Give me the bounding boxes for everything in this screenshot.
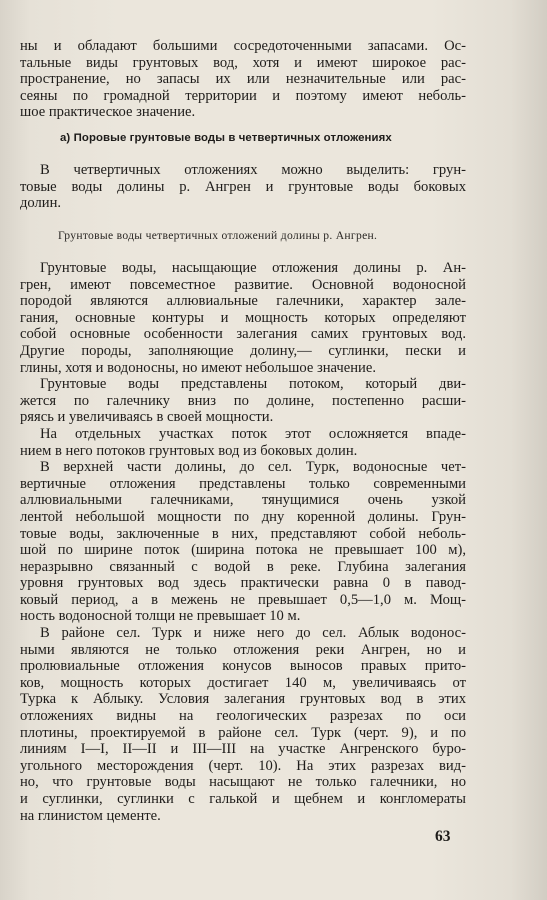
subsection-heading: Грунтовые воды четвертичных отложений долины р. Ангрен.: [58, 229, 378, 242]
section-intro-paragraph: [20, 162, 466, 212]
text-line: В верхней части долины, до сел. Турк, водоносные чет-: [40, 459, 466, 476]
text-line: долин.: [20, 195, 62, 212]
text-line: Другие породы, заполняющие долину,— суглинки, пески и: [20, 342, 466, 359]
text-line: грен, имеют повсеместное развитие. Основной водоносной: [20, 276, 466, 293]
text-line: линиям I—I, II—II и III—III на участке Ангренского буро-: [20, 741, 466, 758]
text-line: товые воды долины р. Ангрен и грунтовые воды боковых: [20, 178, 466, 195]
text-line: ряясь и увеличиваясь в своей мощности.: [20, 409, 274, 426]
text-line: на глинистом цементе.: [20, 807, 161, 824]
text-line: На отдельных участках поток этот осложняется впаде-: [40, 425, 466, 442]
text-line: шое практическое значение.: [20, 104, 196, 121]
text-line: тальные виды грунтовых вод, хотя и имеют широкое рас-: [20, 54, 466, 71]
text-line: отложениях видны на геологических разрезах по оси: [20, 708, 466, 725]
text-line: В четвертичных отложениях можно выделить: грун-: [40, 162, 466, 178]
text-line: ными являются не только отложения реки Ангрен, но и: [20, 641, 466, 658]
text-line: вертичные отложения представлены только современными: [20, 475, 466, 492]
body-text: [20, 260, 466, 824]
text-line: ков, мощность которых достигает 140 м, увеличиваясь от: [20, 674, 466, 691]
text-line: породой являются аллювиальные галечники, характер зале-: [20, 293, 466, 310]
text-line: Грунтовые воды представлены потоком, который дви-: [40, 376, 466, 393]
text-line: и суглинки, суглинки с галькой и щебнем и конгломераты: [20, 791, 466, 807]
text-line: нием в него потоков грунтовых вод из боковых долин.: [20, 442, 358, 459]
text-line: ковый период, а в межень не превышает 0,5—1,0 м. Мощ-: [20, 591, 466, 608]
text-line: гания, основные контуры и мощность которых определяют: [20, 309, 466, 326]
page-number: 63: [435, 828, 451, 845]
text-line: лентой небольшой мощности по дну коренной долины. Грун-: [20, 508, 466, 525]
intro-paragraph: [20, 38, 466, 121]
text-line: сеяны по громадной территории и поэтому имеют неболь-: [20, 87, 466, 104]
text-line: плотины, проектируемой в районе сел. Турк (черт. 9), и по: [20, 724, 466, 741]
text-line: шой по ширине поток (ширина потока не превышает 100 м),: [20, 542, 466, 559]
text-line: уровня грунтовых вод здесь практически равна 0 в павод-: [20, 575, 466, 592]
text-line: ность водоносной толщи не превышает 10 м.: [20, 608, 301, 625]
text-line: В районе сел. Турк и ниже него до сел. Аблык водонос-: [40, 625, 466, 642]
text-line: жется по галечнику вниз по долине, постепенно расши-: [20, 392, 466, 409]
text-line: неразрывно связанный с водой в реке. Глубина залегания: [20, 558, 466, 575]
text-line: пространение, но запасы их или незначительные или рас-: [20, 71, 466, 88]
text-line: Грунтовые воды, насыщающие отложения долины р. Ан-: [40, 260, 466, 276]
text-line: Турка к Аблыку. Условия залегания грунтовых вод в этих: [20, 691, 466, 708]
text-line: угольного месторождения (черт. 10). На этих разрезах вид-: [20, 757, 466, 774]
text-line: глины, хотя и водоносны, но имеют небольшое значение.: [20, 359, 376, 376]
text-line: пролювиальные отложения конусов выносов правых прито-: [20, 658, 466, 675]
text-line: но, что грунтовые воды насыщают не только галечники, но: [20, 774, 466, 791]
text-line: ны и обладают большими сосредоточенными запасами. Ос-: [20, 38, 466, 54]
text-line: аллювиальными галечниками, тянущимися очень узкой: [20, 492, 466, 509]
section-heading: а) Поровые грунтовые воды в четвертичных отложениях: [60, 132, 392, 144]
text-line: собой основные особенности залегания самих грунтовых вод.: [20, 326, 466, 343]
text-line: товые воды, заключенные в них, представляют собой неболь-: [20, 525, 466, 542]
